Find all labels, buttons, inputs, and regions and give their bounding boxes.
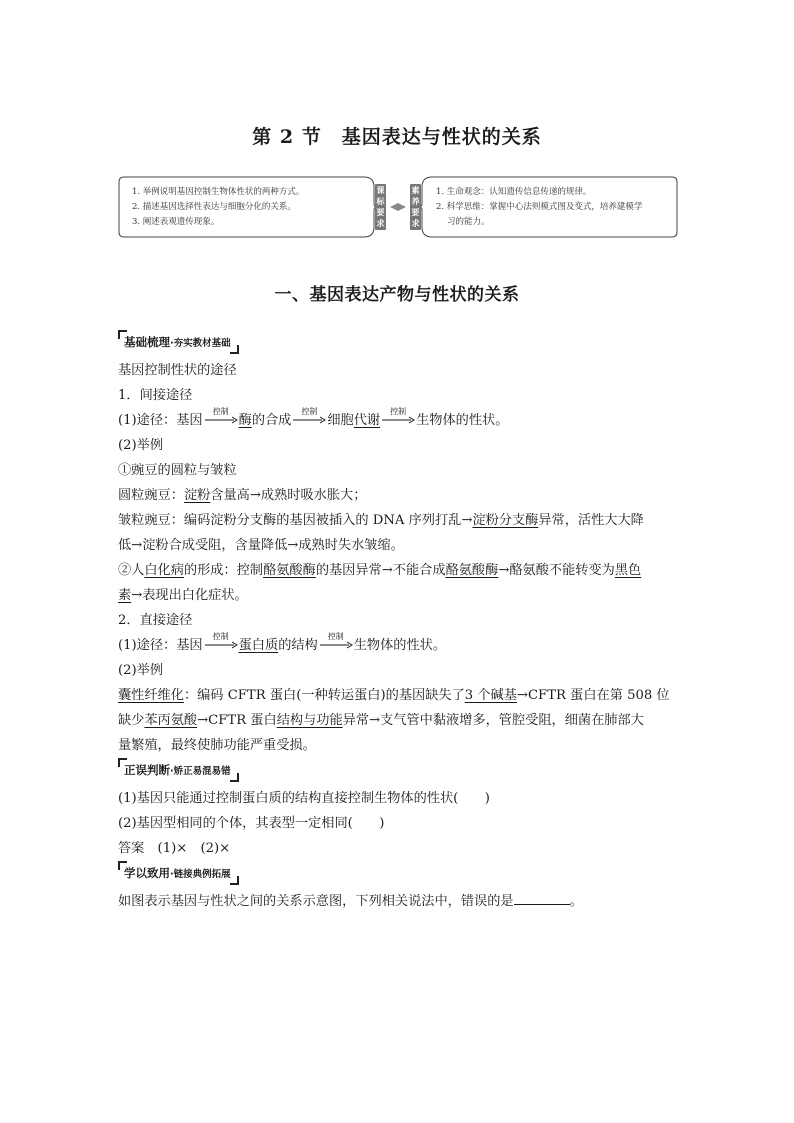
- text: 圆粒豌豆：: [118, 488, 184, 503]
- arrow-label: 控制: [327, 631, 344, 641]
- direct-route: [118, 633, 680, 658]
- heading-sub: ·链接典例拓展: [170, 869, 231, 880]
- requirements-box: [118, 176, 678, 238]
- judgement-item: (2)基因型相同的个体，其表型一定相同( ): [118, 816, 385, 831]
- text: 。: [569, 894, 583, 909]
- text: 生物体的性状。: [353, 638, 447, 653]
- heading-application: [118, 861, 680, 889]
- wrinkled-pea-cont: 低→淀粉合成受阻，含量降低→成熟时失水皱缩。: [118, 538, 404, 553]
- arrow-label: 控制: [390, 406, 407, 416]
- term-starch: 淀粉: [183, 488, 211, 503]
- heading-sub: ·夯实教材基础: [170, 338, 231, 349]
- text: →CFTR 蛋白在第 508 位: [516, 688, 670, 703]
- text: ②人: [118, 563, 145, 578]
- literacy-tag-text: 素养要求: [411, 185, 420, 228]
- cystic-fibrosis-cont: [118, 708, 680, 733]
- curriculum-requirements: [132, 185, 362, 230]
- example-title: (2)举例: [118, 663, 164, 678]
- literacy-tag: [410, 184, 421, 230]
- heading-label: [118, 861, 239, 885]
- indirect-route: [118, 408, 680, 433]
- control-arrow-icon: [204, 406, 238, 428]
- req-right-item-cont: 习的能力。: [447, 217, 490, 227]
- text: 含量高→成熟时吸水胀大；: [210, 488, 367, 503]
- text: 皱粒豌豆：编码淀粉分支酶的基因被插入的 DNA 序列打乱→: [118, 513, 473, 528]
- text: 的基因异常→不能合成: [315, 563, 446, 578]
- text: 生物体的性状。: [416, 413, 509, 428]
- req-left-item: 2. 描述基因选择性表达与细胞分化的关系。: [132, 202, 296, 212]
- control-arrow-icon: [381, 406, 415, 428]
- term-cystic-fibrosis: 囊性纤维化: [118, 688, 184, 703]
- main-content: [118, 330, 680, 914]
- text: 的合成: [251, 413, 292, 428]
- round-pea: [118, 483, 680, 508]
- question: [118, 889, 680, 914]
- term-metabolism: 代谢: [353, 413, 381, 428]
- arrow-label: 控制: [212, 406, 229, 416]
- literacy-requirements: [436, 185, 672, 230]
- req-right-item: 1. 生命观念：认知遗传信息传递的规律。: [436, 187, 592, 197]
- direct-title: 2．直接途径: [118, 613, 193, 628]
- albinism: [118, 558, 680, 583]
- control-arrow-icon: [319, 631, 353, 653]
- example-title: (2)举例: [118, 438, 164, 453]
- text: 缺少: [118, 713, 145, 728]
- section-title: 一、基因表达产物与性状的关系: [274, 285, 520, 305]
- term-branching-enzyme: 淀粉分支酶: [472, 513, 539, 528]
- curriculum-tag-text: 课标要求: [376, 185, 385, 228]
- answer-blank[interactable]: [514, 890, 570, 905]
- text: →表现出白化症状。: [131, 588, 248, 603]
- control-arrow-icon: [204, 631, 238, 653]
- term-structure-function: 结构与功能: [276, 713, 343, 728]
- route-prefix: (1)途径：基因: [118, 413, 203, 428]
- heading-text: 正误判断: [124, 763, 170, 777]
- text: 异常→支气管中黏液增多，管腔受阻，细菌在肺部大: [342, 713, 644, 728]
- wrinkled-pea: [118, 508, 680, 533]
- term-phenylalanine: 苯丙氨酸: [144, 713, 198, 728]
- text: →CFTR 蛋白: [197, 713, 277, 728]
- text: 细胞: [327, 413, 354, 428]
- text: 异常，活性大大降: [538, 513, 644, 528]
- text: →酪氨酸不能转变为: [498, 563, 615, 578]
- text: 的形成：控制: [183, 563, 264, 578]
- term-albinism: 白化病: [144, 563, 184, 578]
- arrow-label: 控制: [212, 631, 229, 641]
- term-protein: 蛋白质: [238, 638, 279, 653]
- heading-label: [118, 330, 239, 354]
- term-three-bases: 3 个碱基: [464, 688, 517, 703]
- heading-judgement: [118, 758, 680, 786]
- text: ：编码 CFTR 蛋白(一种转运蛋白)的基因缺失了: [183, 688, 465, 703]
- heading-sub: ·矫正易混易错: [170, 766, 231, 777]
- req-right-item: 2. 科学思维：掌握中心法则模式图及变式，培养建模学: [436, 202, 643, 212]
- control-arrow-icon: [292, 406, 326, 428]
- heading-label: [118, 758, 239, 782]
- page-title: 第 2 节 基因表达与性状的关系: [252, 126, 542, 148]
- answer: 答案 (1)× (2)×: [118, 841, 231, 856]
- term-melanin: 素: [118, 588, 132, 603]
- req-left-item: 3. 阐述表观遗传现象。: [132, 217, 220, 227]
- albinism-cont: [118, 583, 680, 608]
- curriculum-tag: [375, 184, 386, 230]
- term-tyrosinase: 酪氨酸酶: [445, 563, 499, 578]
- indirect-title: 1．间接途径: [118, 388, 193, 403]
- req-left-item: 1. 举例说明基因控制生物体性状的两种方式。: [132, 187, 305, 197]
- heading-text: 基础梳理: [124, 335, 170, 349]
- judgement-item: (1)基因只能通过控制蛋白质的结构直接控制生物体的性状( ): [118, 791, 490, 806]
- question-text: 如图表示基因与性状之间的关系示意图，下列相关说法中，错误的是: [118, 894, 514, 909]
- term-enzyme: 酶: [238, 413, 252, 428]
- text: 的结构: [278, 638, 318, 653]
- cystic-fibrosis-end: 量繁殖，最终使肺功能严重受损。: [118, 738, 316, 753]
- cystic-fibrosis: [118, 683, 680, 708]
- heading-text: 学以致用: [124, 866, 170, 880]
- arrow-label: 控制: [301, 406, 318, 416]
- heading-basic: [118, 330, 680, 358]
- term-tyrosinase: 酪氨酸酶: [263, 563, 316, 578]
- pathway-title: 基因控制性状的途径: [118, 363, 237, 378]
- pea-title: ①豌豆的圆粒与皱粒: [118, 463, 237, 478]
- term-melanin: 黑色: [614, 563, 642, 578]
- route-prefix: (1)途径：基因: [118, 638, 203, 653]
